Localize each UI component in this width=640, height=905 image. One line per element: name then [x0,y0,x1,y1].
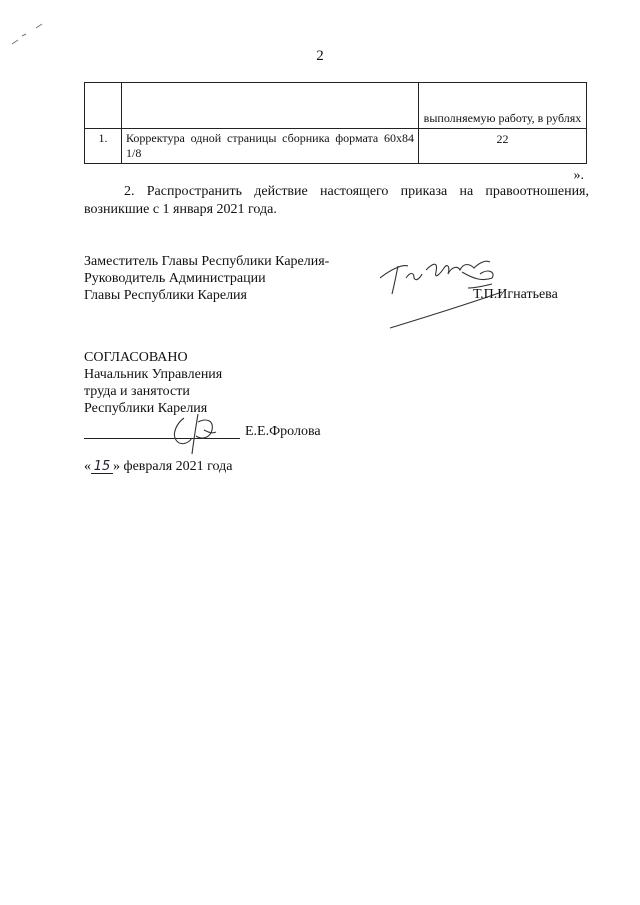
price-table [84,82,587,164]
row-price: 22 [419,129,587,164]
agreed-line2: труда и занятости [84,384,190,399]
row-service-name: Корректура одной страницы сборника формата 60x84 1/8 [122,129,419,164]
agreed-name: Е.Е.Фролова [245,424,321,439]
table-header-name [122,83,419,129]
signatory-name: Т.П.Игнатьева [473,287,558,302]
signatory-title-line1: Заместитель Главы Республики Карелия- [84,254,330,269]
signatory-title-line2: Руководитель Администрации [84,271,266,286]
agreed-heading: СОГЛАСОВАНО [84,350,188,365]
date-month-year: » февраля 2021 года [113,459,233,474]
agreed-line3: Республики Карелия [84,401,208,416]
page-number: 2 [316,48,324,64]
table-header-row [85,83,587,129]
date-day: 15 [91,460,113,474]
paragraph-2: 2. Распространить действие настоящего приказа на правоотношения, возникшие с 1 января 2021 года. [84,184,589,217]
signatory-title-line3: Главы Республики Карелия [84,288,247,303]
signatory-block [84,253,329,304]
table-header-price: выполняемую работу, в рублях [419,83,587,129]
agreed-block [84,349,222,417]
row-number: 1. [85,129,122,164]
date-open-quote: « [84,459,91,474]
closing-quote: ». [573,168,584,183]
scan-mark-icon [8,22,52,50]
agreed-line1: Начальник Управления [84,367,223,382]
table-row [85,129,587,164]
table-header-num [85,83,122,129]
signature-frolova-icon [168,410,228,458]
date-line [84,459,233,475]
